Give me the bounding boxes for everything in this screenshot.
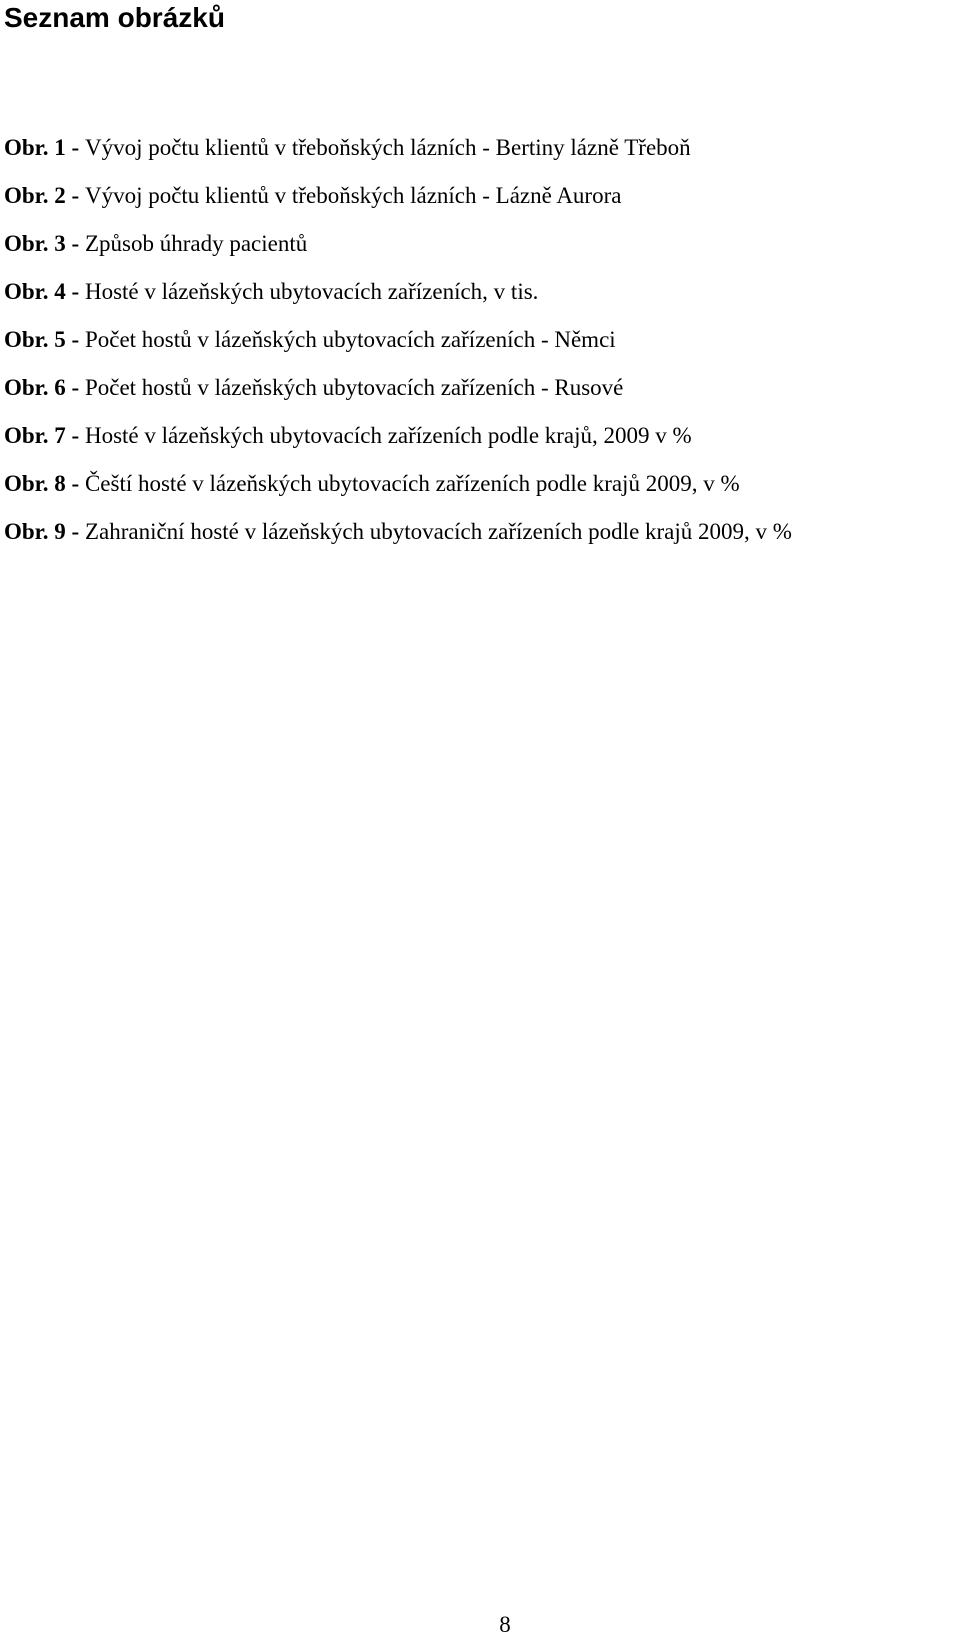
figure-title: Způsob úhrady pacientů (84, 231, 308, 256)
figure-label: Obr. 3 (4, 231, 66, 256)
figure-separator: - (65, 327, 85, 352)
figure-separator: - (65, 519, 85, 544)
figure-separator: - (65, 279, 85, 304)
figure-entry-1[interactable] (4, 134, 792, 182)
page-number: 8 (499, 1612, 511, 1637)
figure-list (4, 134, 792, 566)
figure-label: Obr. 1 (4, 135, 66, 160)
figure-title: Počet hostů v lázeňských ubytovacích zařízeních - Němci (84, 327, 616, 352)
figure-label: Obr. 8 (4, 471, 66, 496)
figure-entry-3[interactable] (4, 230, 792, 278)
figure-label: Obr. 2 (4, 183, 66, 208)
figure-title: Hosté v lázeňských ubytovacích zařízeních podle krajů, 2009 v % (84, 423, 692, 448)
figure-title: Vývoj počtu klientů v třeboňských lázních - Lázně Aurora (84, 183, 622, 208)
figure-separator: - (65, 423, 85, 448)
figure-label: Obr. 6 (4, 375, 66, 400)
figure-title: Hosté v lázeňských ubytovacích zařízeních, v tis. (84, 279, 539, 304)
figure-label: Obr. 9 (4, 519, 66, 544)
figure-entry-8[interactable] (4, 470, 792, 518)
figure-entry-9[interactable] (4, 518, 792, 566)
figure-entry-5[interactable] (4, 326, 792, 374)
figure-label: Obr. 4 (4, 279, 66, 304)
figure-label: Obr. 7 (4, 423, 66, 448)
figure-entry-6[interactable] (4, 374, 792, 422)
page-title: Seznam obrázků (4, 2, 225, 33)
figure-entry-4[interactable] (4, 278, 792, 326)
figure-separator: - (65, 471, 85, 496)
figure-title: Čeští hosté v lázeňských ubytovacích zařízeních podle krajů 2009, v % (84, 471, 740, 496)
figure-title: Vývoj počtu klientů v třeboňských lázních - Bertiny lázně Třeboň (84, 135, 691, 160)
figure-entry-7[interactable] (4, 422, 792, 470)
figure-title: Zahraniční hosté v lázeňských ubytovacích zařízeních podle krajů 2009, v % (84, 519, 792, 544)
figure-separator: - (65, 183, 85, 208)
figure-separator: - (65, 135, 85, 160)
figure-separator: - (65, 231, 85, 256)
figure-label: Obr. 5 (4, 327, 66, 352)
figure-separator: - (65, 375, 85, 400)
figure-entry-2[interactable] (4, 182, 792, 230)
figure-title: Počet hostů v lázeňských ubytovacích zařízeních - Rusové (84, 375, 624, 400)
